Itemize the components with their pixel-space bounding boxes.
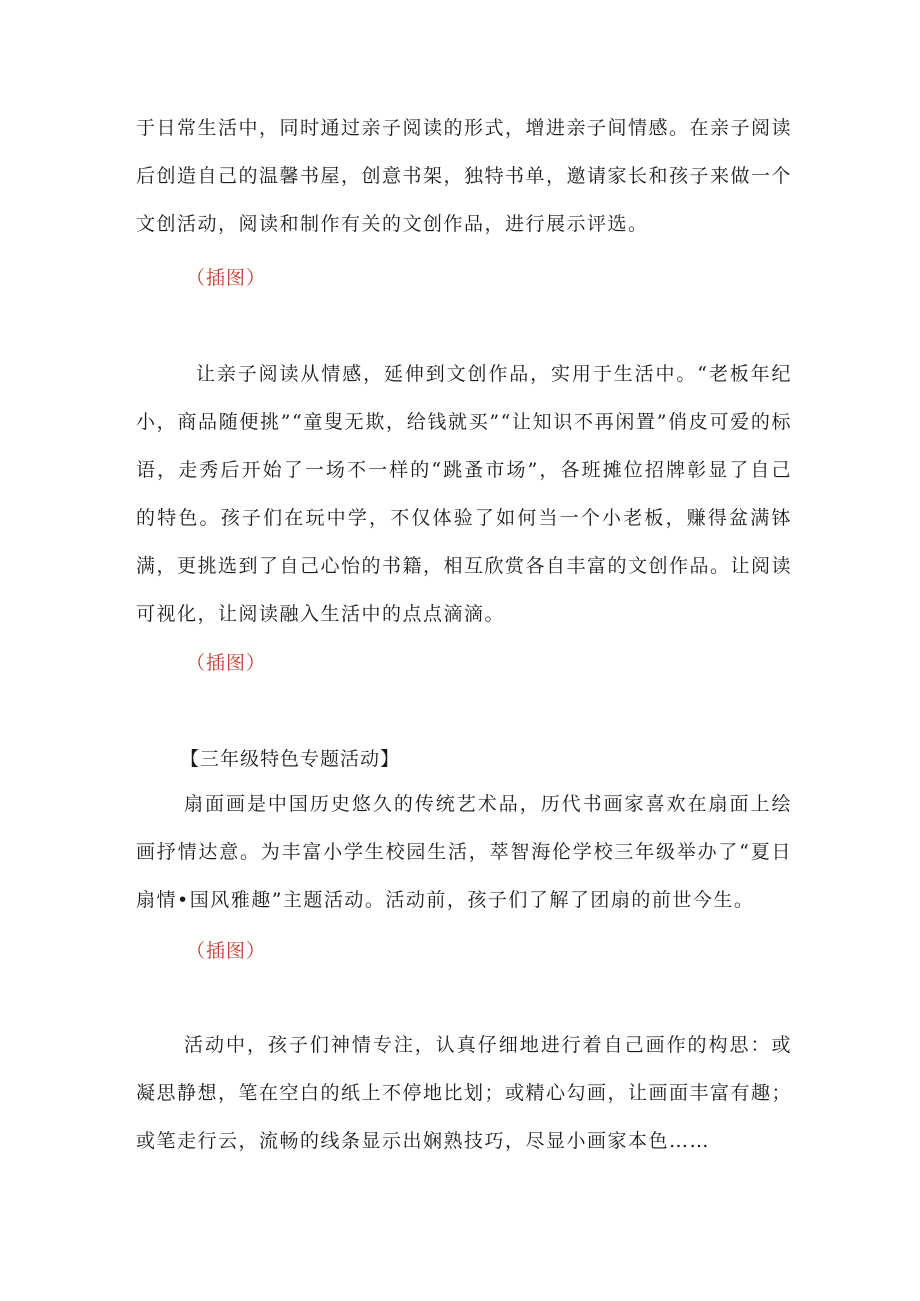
section-heading: 【三年级特色专题活动】 [180,748,401,770]
paragraph-flea-market: 让亲子阅读从情感，延伸到文创作品，实用于生活中。“老板年纪小，商品随便挑”“童叟无欺，给钱就买”“让知识不再闲置”俏皮可爱的标语，走秀后开始了一场不一样的“跳蚤市场”，各班摊位招牌彰显了自己的特色。孩子们在玩中学，不仅体验了如何当一个小老板，赚得盆满钵满，更挑选到了自己心怡的书籍，相互欣赏各自丰富的文创作品。让阅读可视化，让阅读融入生活中的点点滴滴。 [136,363,793,625]
image-placeholder-1: （插图） [186,267,267,289]
paragraph-fan-painting-intro: 扇面画是中国历史悠久的传统艺术品，历代书画家喜欢在扇面上绘画抒情达意。为丰富小学生校园生活，萃智海伦学校三年级举办了“夏日扇情•国风雅趣”主题活动。活动前，孩子们了解了团扇的前世今生。 [136,793,792,911]
image-placeholder-2: （插图） [186,652,267,674]
paragraph-fan-painting-activity: 活动中，孩子们神情专注，认真仔细地进行着自己画作的构思：或凝思静想，笔在空白的纸上不停地比划；或精心勾画，让画面丰富有趣；或笔走行云，流畅的线条显示出娴熟技巧，尽显小画家本色…… [136,1034,793,1152]
paragraph-parent-child-reading: 于日常生活中，同时通过亲子阅读的形式，增进亲子间情感。在亲子阅读后创造自己的温馨书屋，创意书架，独特书单，邀请家长和孩子来做一个文创活动，阅读和制作有关的文创作品，进行展示评选。 [136,117,793,235]
image-placeholder-3: （插图） [186,940,267,962]
